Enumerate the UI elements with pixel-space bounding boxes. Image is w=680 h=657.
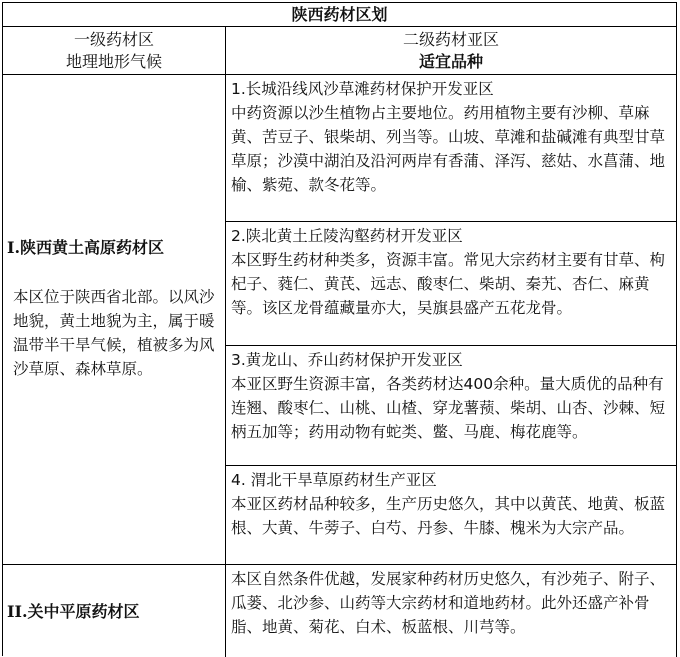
subregion-title: 3.黄龙山、乔山药材保护开发亚区 — [231, 351, 463, 369]
subregion-cell — [226, 75, 677, 222]
subregion-cell — [226, 466, 677, 565]
header-primary-label: 一级药材区 — [73, 30, 154, 49]
region-name: II.关中平原药材区 — [7, 602, 140, 621]
medicinal-region-table — [2, 2, 677, 656]
region-name: I.陕西黄土高原药材区 — [7, 238, 165, 257]
region-description: 本区位于陕西省北部。以风沙地貌，黄土地貌为主，属于暖温带半干旱气候，植被多为风沙草原、森林草原。 — [13, 288, 215, 378]
region-cell-loess-plateau — [3, 75, 226, 565]
subregion-text: 中药资源以沙生植物占主要地位。药用植物主要有沙柳、草麻黄、苦豆子、银柴胡、列当等。山坡、草滩和盐碱滩有典型甘草草原；沙漠中湖泊及沿河两岸有香蒲、泽泻、慈姑、水菖蒲、地榆、紫菀、款冬花等。 — [231, 104, 666, 194]
header-varieties-label: 适宜品种 — [418, 52, 483, 71]
header-sub-label: 二级药材亚区 — [402, 30, 499, 49]
subregion-cell — [226, 565, 677, 657]
subregion-text: 本区野生药材种类多，资源丰富。常见大宗药材主要有甘草、枸杞子、蕤仁、黄芪、远志、酸枣仁、柴胡、秦艽、杏仁、麻黄等。该区龙骨蕴藏量亦大，吴旗县盛产五花龙骨。 — [231, 251, 666, 317]
subregion-text: 本区自然条件优越，发展家种药材历史悠久，有沙苑子、附子、瓜蒌、北沙参、山药等大宗药材和道地药材。此外还盛产补骨脂、地黄、菊花、白术、板蓝根、川芎等。 — [231, 570, 666, 636]
header-primary-region — [3, 27, 226, 75]
subregion-text: 本亚区野生资源丰富，各类药材达400余种。量大质优的品种有连翘、酸枣仁、山桃、山楂、穿龙薯蓣、柴胡、山杏、沙棘、短柄五加等；药用动物有蛇类、鳖、马鹿、梅花鹿等。 — [231, 375, 666, 441]
subregion-text: 本亚区药材品种较多，生产历史悠久，其中以黄芪、地黄、板蓝根、大黄、牛蒡子、白芍、丹参、牛膝、槐米为大宗产品。 — [231, 495, 666, 537]
subregion-title: 1.长城沿线风沙草滩药材保护开发亚区 — [231, 80, 494, 98]
subregion-cell — [226, 222, 677, 346]
subregion-cell — [226, 346, 677, 466]
table-title: 陕西药材区划 — [3, 3, 677, 27]
region-cell-guanzhong-plain — [3, 565, 226, 657]
header-geography-label: 地理地形气候 — [65, 52, 162, 71]
subregion-title: 2.陕北黄土丘陵沟壑药材开发亚区 — [231, 227, 463, 245]
header-sub-region — [226, 27, 677, 75]
subregion-title: 4. 渭北干旱草原药材生产亚区 — [231, 471, 437, 489]
